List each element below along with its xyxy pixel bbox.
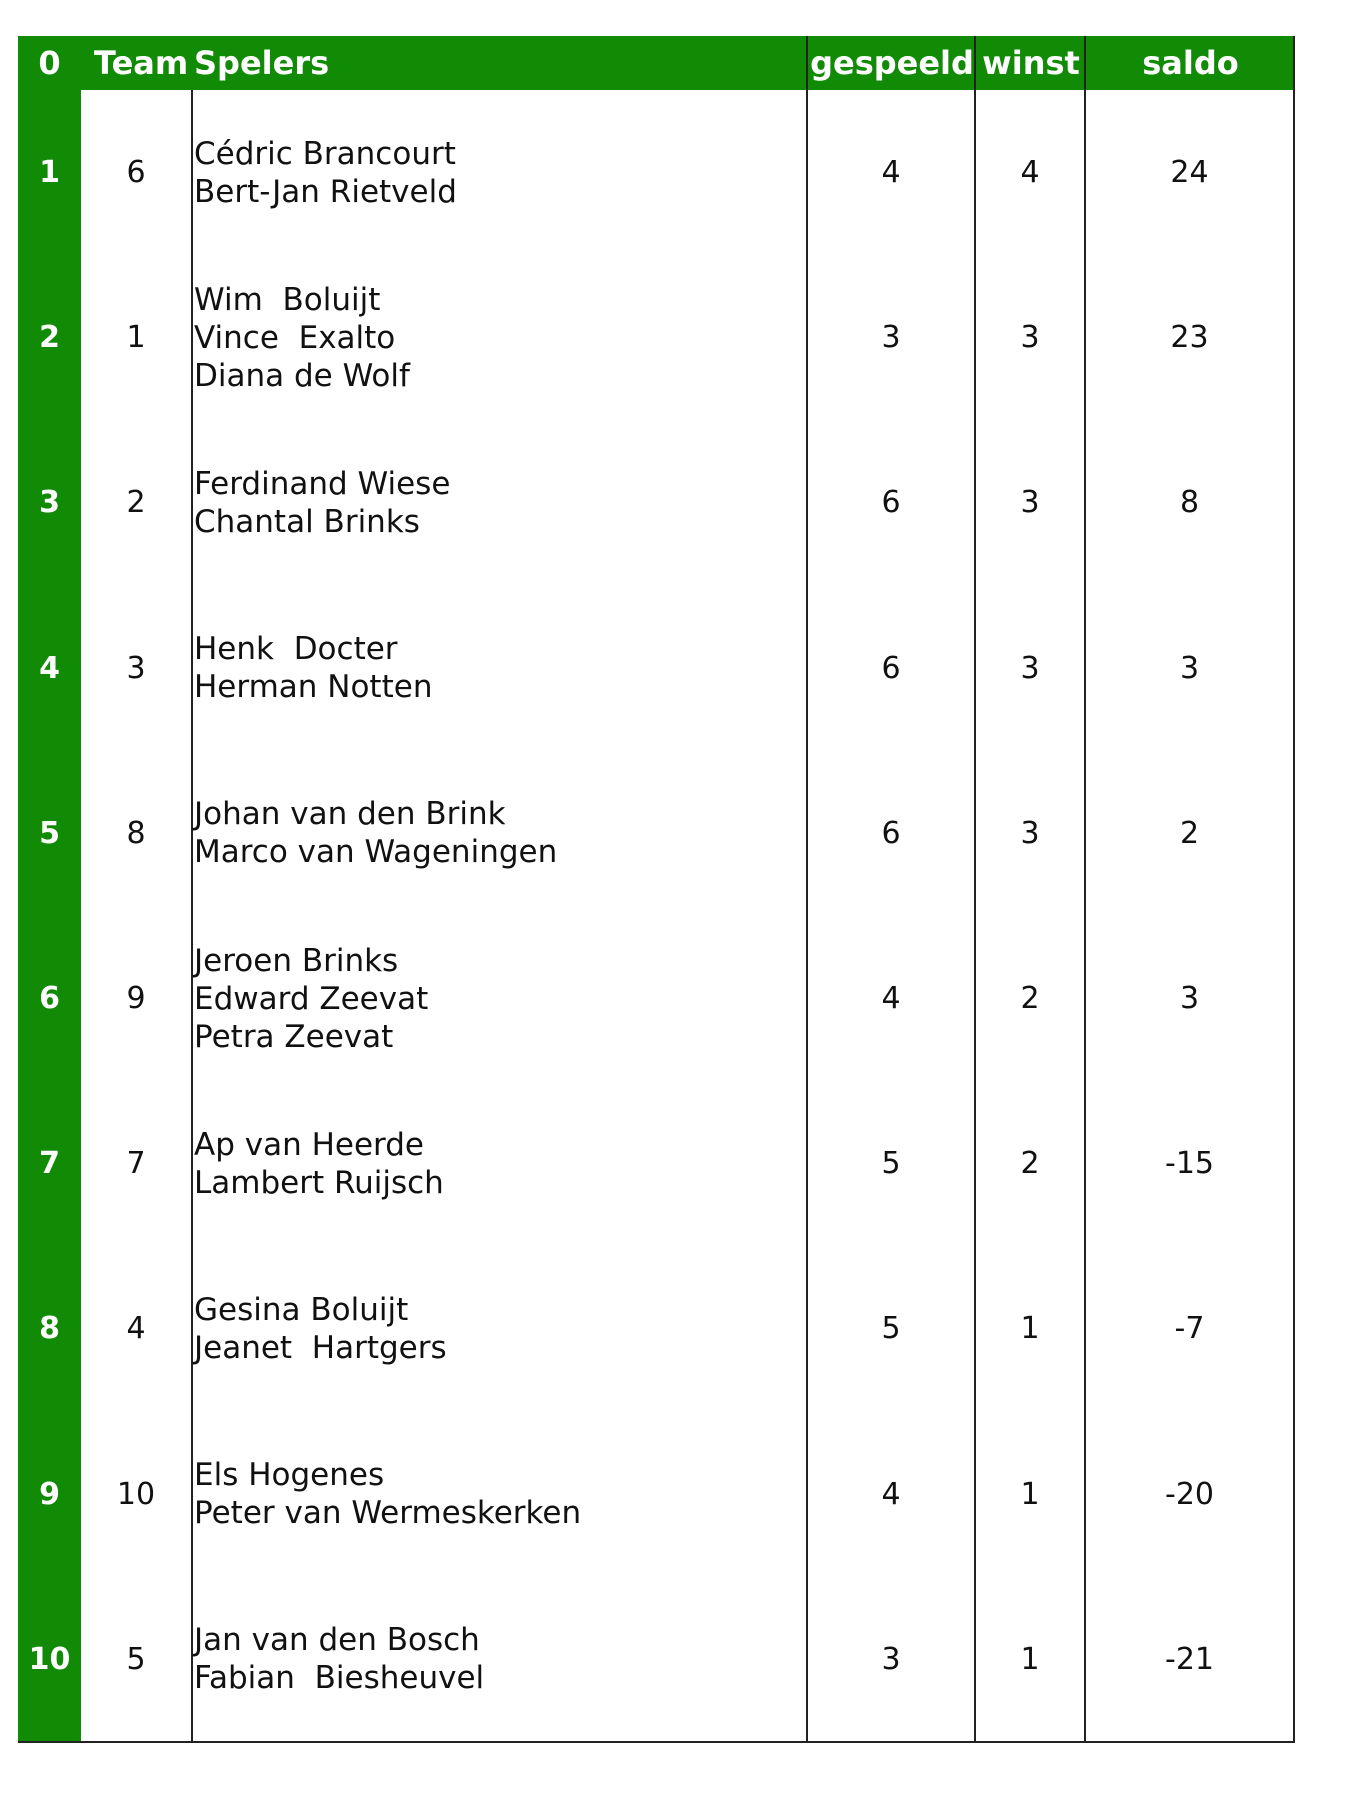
- players-cell: [194, 1577, 794, 1742]
- table-row: [18, 90, 1295, 255]
- players-cell: [194, 255, 794, 420]
- player-name: Herman Notten: [194, 669, 433, 706]
- header-rank: 0: [38, 44, 61, 82]
- table-row: [18, 420, 1295, 585]
- played-cell: 3: [881, 320, 901, 356]
- team-cell: 1: [126, 320, 146, 356]
- header-balance: saldo: [1142, 44, 1239, 82]
- balance-cell: 23: [1170, 320, 1209, 356]
- header-team: Team: [94, 44, 189, 82]
- player-name: Jeroen Brinks: [194, 942, 399, 979]
- rank-cell: 2: [39, 320, 60, 356]
- balance-cell: -7: [1174, 1311, 1205, 1347]
- table-row: [18, 1081, 1295, 1246]
- wins-cell: 2: [1020, 981, 1040, 1016]
- table-row: [18, 1412, 1295, 1577]
- standings-table: [18, 36, 1295, 1743]
- player-name: Jeanet Hartgers: [194, 1329, 447, 1366]
- players-cell: [194, 751, 794, 916]
- players-cell: [194, 1412, 794, 1577]
- played-cell: 4: [881, 981, 901, 1016]
- table-header: [18, 36, 1295, 90]
- played-cell: 6: [881, 815, 901, 851]
- wins-cell: 1: [1020, 1311, 1040, 1347]
- wins-cell: 1: [1020, 1476, 1040, 1512]
- played-cell: 4: [881, 155, 901, 190]
- team-cell: 2: [126, 485, 146, 521]
- player-name: Fabian Biesheuvel: [194, 1660, 485, 1697]
- header-played: gespeeld: [810, 44, 974, 82]
- balance-cell: 3: [1179, 650, 1200, 686]
- rank-cell: 3: [39, 485, 60, 521]
- played-cell: 5: [881, 1146, 901, 1182]
- table-row: [18, 751, 1295, 916]
- header-wins: winst: [982, 44, 1080, 82]
- played-cell: 6: [881, 650, 901, 686]
- team-cell: 3: [126, 650, 146, 686]
- balance-cell: -21: [1165, 1641, 1214, 1677]
- balance-cell: 24: [1170, 155, 1209, 190]
- played-cell: 5: [881, 1311, 901, 1347]
- rank-cell: 6: [39, 981, 60, 1016]
- player-name: Edward Zeevat: [194, 980, 429, 1017]
- player-name: Petra Zeevat: [194, 1018, 394, 1055]
- player-name: Marco van Wageningen: [194, 834, 558, 871]
- team-cell: 4: [126, 1311, 146, 1347]
- player-name: Jan van den Bosch: [194, 1622, 480, 1659]
- wins-cell: 1: [1020, 1641, 1040, 1677]
- player-name: Henk Docter: [194, 631, 398, 668]
- player-name: Lambert Ruijsch: [194, 1164, 444, 1201]
- table-row: [18, 255, 1295, 420]
- rank-cell: 4: [39, 650, 60, 686]
- balance-cell: -15: [1165, 1146, 1214, 1182]
- player-name: Vince Exalto: [194, 319, 396, 356]
- balance-cell: 8: [1179, 485, 1200, 521]
- wins-cell: 3: [1020, 650, 1040, 686]
- team-cell: 6: [126, 155, 146, 190]
- header-players: Spelers: [194, 44, 330, 82]
- rank-cell: 7: [39, 1146, 60, 1182]
- players-cell: [194, 90, 794, 255]
- players-cell: [194, 1246, 794, 1411]
- wins-cell: 4: [1020, 155, 1040, 190]
- table-row: [18, 916, 1295, 1081]
- player-name: Diana de Wolf: [194, 357, 410, 394]
- players-cell: [194, 916, 794, 1081]
- table-row: [18, 1246, 1295, 1411]
- wins-cell: 2: [1020, 1146, 1040, 1182]
- player-name: Peter van Wermeskerken: [194, 1495, 582, 1532]
- rank-cell: 5: [39, 815, 60, 851]
- wins-cell: 3: [1020, 485, 1040, 521]
- players-cell: [194, 586, 794, 751]
- player-name: Johan van den Brink: [194, 796, 506, 833]
- balance-cell: 2: [1179, 815, 1200, 851]
- player-name: Els Hogenes: [194, 1457, 385, 1494]
- player-name: Gesina Boluijt: [194, 1291, 409, 1328]
- team-cell: 7: [126, 1146, 146, 1182]
- table-row: [18, 586, 1295, 751]
- player-name: Cédric Brancourt: [194, 135, 456, 172]
- rank-cell: 1: [39, 155, 60, 190]
- rank-cell: 8: [39, 1311, 60, 1347]
- player-name: Ferdinand Wiese: [194, 465, 451, 502]
- played-cell: 6: [881, 485, 901, 521]
- players-cell: [194, 1081, 794, 1246]
- rank-cell: 9: [39, 1476, 60, 1512]
- team-cell: 9: [126, 981, 146, 1016]
- player-name: Ap van Heerde: [194, 1126, 424, 1163]
- player-name: Wim Boluijt: [194, 281, 381, 318]
- player-name: Bert-Jan Rietveld: [194, 173, 457, 210]
- player-name: Chantal Brinks: [194, 503, 420, 540]
- played-cell: 3: [881, 1641, 901, 1677]
- team-cell: 8: [126, 815, 146, 851]
- table-row: [18, 1577, 1295, 1742]
- rank-cell: 10: [28, 1641, 71, 1677]
- wins-cell: 3: [1020, 815, 1040, 851]
- wins-cell: 3: [1020, 320, 1040, 356]
- balance-cell: -20: [1165, 1476, 1214, 1512]
- players-cell: [194, 420, 794, 585]
- team-cell: 5: [126, 1641, 146, 1677]
- team-cell: 10: [116, 1476, 156, 1512]
- balance-cell: 3: [1179, 981, 1200, 1016]
- played-cell: 4: [881, 1476, 901, 1512]
